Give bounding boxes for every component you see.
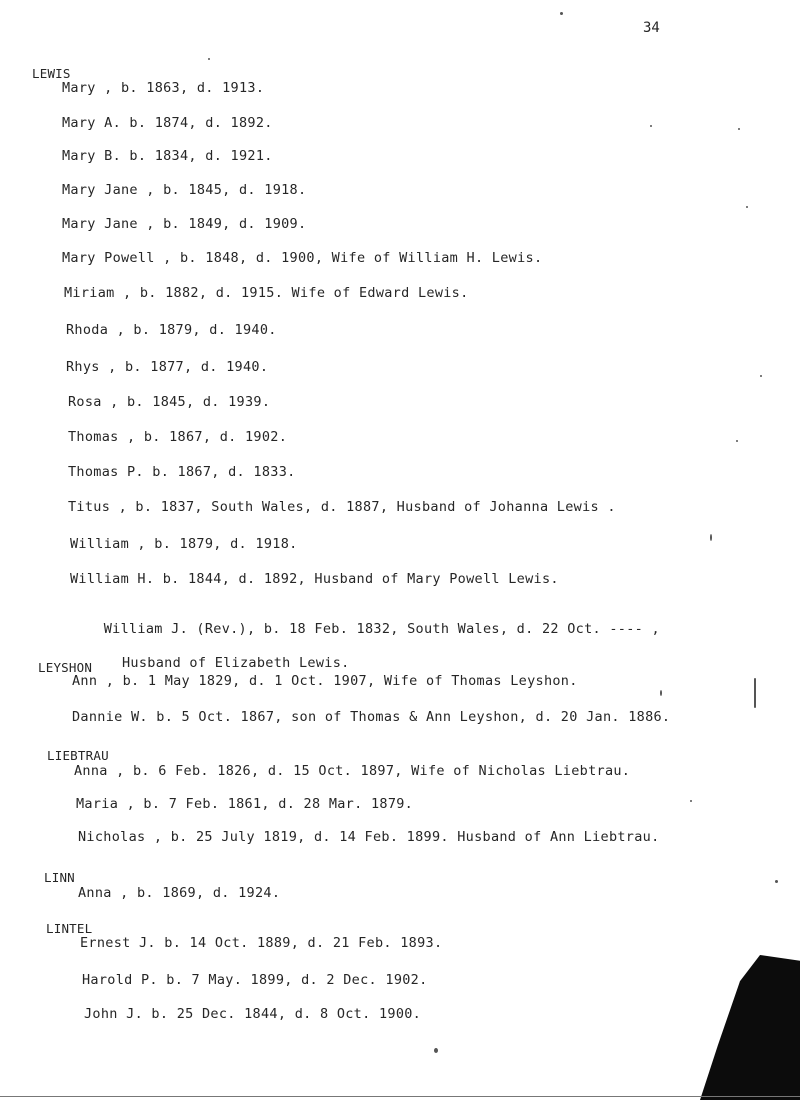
scan-speck: [208, 58, 210, 60]
scan-speck: [650, 125, 652, 127]
entry-lewis-rosa: Rosa , b. 1845, d. 1939.: [68, 394, 271, 410]
scan-speck: [434, 1048, 438, 1053]
section-heading-liebtrau: LIEBTRAU: [47, 748, 109, 763]
scan-speck: [560, 12, 563, 15]
entry-lewis-mary-jane-1849: Mary Jane , b. 1849, d. 1909.: [62, 216, 307, 232]
entry-lewis-william-h: William H. b. 1844, d. 1892, Husband of Mary Powell Lewis.: [70, 571, 559, 587]
entry-lewis-miriam: Miriam , b. 1882, d. 1915. Wife of Edward Lewis.: [64, 285, 469, 301]
entry-lewis-mary-a: Mary A. b. 1874, d. 1892.: [62, 115, 273, 131]
section-heading-leyshon: LEYSHON: [38, 660, 93, 675]
entry-lewis-mary-b: Mary B. b. 1834, d. 1921.: [62, 148, 273, 164]
scan-speck: [738, 128, 740, 130]
entry-lewis-william-j-line-2: Husband of Elizabeth Lewis.: [122, 655, 350, 671]
scan-speck: [690, 800, 692, 802]
entry-lewis-william: William , b. 1879, d. 1918.: [70, 536, 298, 552]
section-heading-lintel: LINTEL: [46, 921, 93, 936]
entry-lewis-mary: Mary , b. 1863, d. 1913.: [62, 80, 265, 96]
entry-lintel-ernest-j: Ernest J. b. 14 Oct. 1889, d. 21 Feb. 1893.: [80, 935, 443, 951]
entry-leyshon-ann: Ann , b. 1 May 1829, d. 1 Oct. 1907, Wife of Thomas Leyshon.: [72, 673, 578, 689]
scan-speck: [775, 880, 778, 883]
section-heading-linn: LINN: [44, 870, 75, 885]
entry-linn-anna: Anna , b. 1869, d. 1924.: [78, 885, 281, 901]
scan-speck: [660, 690, 662, 696]
scan-speck: [754, 678, 756, 708]
section-heading-lewis: LEWIS: [32, 66, 71, 81]
scan-bottom-edge: [0, 1096, 800, 1097]
page-number: 34: [643, 20, 660, 36]
entry-liebtrau-nicholas: Nicholas , b. 25 July 1819, d. 14 Feb. 1899. Husband of Ann Liebtrau.: [78, 829, 660, 845]
scan-speck: [710, 534, 712, 541]
entry-lintel-harold-p: Harold P. b. 7 May. 1899, d. 2 Dec. 1902.: [82, 972, 428, 988]
entry-lewis-mary-jane-1845: Mary Jane , b. 1845, d. 1918.: [62, 182, 307, 198]
entry-lewis-mary-powell: Mary Powell , b. 1848, d. 1900, Wife of William H. Lewis.: [62, 250, 543, 266]
entry-lewis-rhys: Rhys , b. 1877, d. 1940.: [66, 359, 269, 375]
entry-lewis-rhoda: Rhoda , b. 1879, d. 1940.: [66, 322, 277, 338]
scan-speck: [760, 375, 762, 377]
entry-lewis-thomas: Thomas , b. 1867, d. 1902.: [68, 429, 288, 445]
entry-lewis-thomas-p: Thomas P. b. 1867, d. 1833.: [68, 464, 296, 480]
scan-speck: [746, 206, 748, 208]
scan-speck: [736, 440, 738, 442]
entry-lewis-william-j-line-1: William J. (Rev.), b. 18 Feb. 1832, South Wales, d. 22 Oct. ---- ,: [103, 621, 660, 637]
entry-lewis-titus: Titus , b. 1837, South Wales, d. 1887, Husband of Johanna Lewis .: [68, 499, 616, 515]
entry-lintel-john-j: John J. b. 25 Dec. 1844, d. 8 Oct. 1900.: [84, 1006, 422, 1022]
entry-liebtrau-maria: Maria , b. 7 Feb. 1861, d. 28 Mar. 1879.: [76, 796, 414, 812]
scan-corner-shadow: [700, 955, 800, 1100]
entry-liebtrau-anna: Anna , b. 6 Feb. 1826, d. 15 Oct. 1897, Wife of Nicholas Liebtrau.: [74, 763, 631, 779]
entry-leyshon-dannie-w: Dannie W. b. 5 Oct. 1867, son of Thomas & Ann Leyshon, d. 20 Jan. 1886.: [72, 709, 671, 725]
